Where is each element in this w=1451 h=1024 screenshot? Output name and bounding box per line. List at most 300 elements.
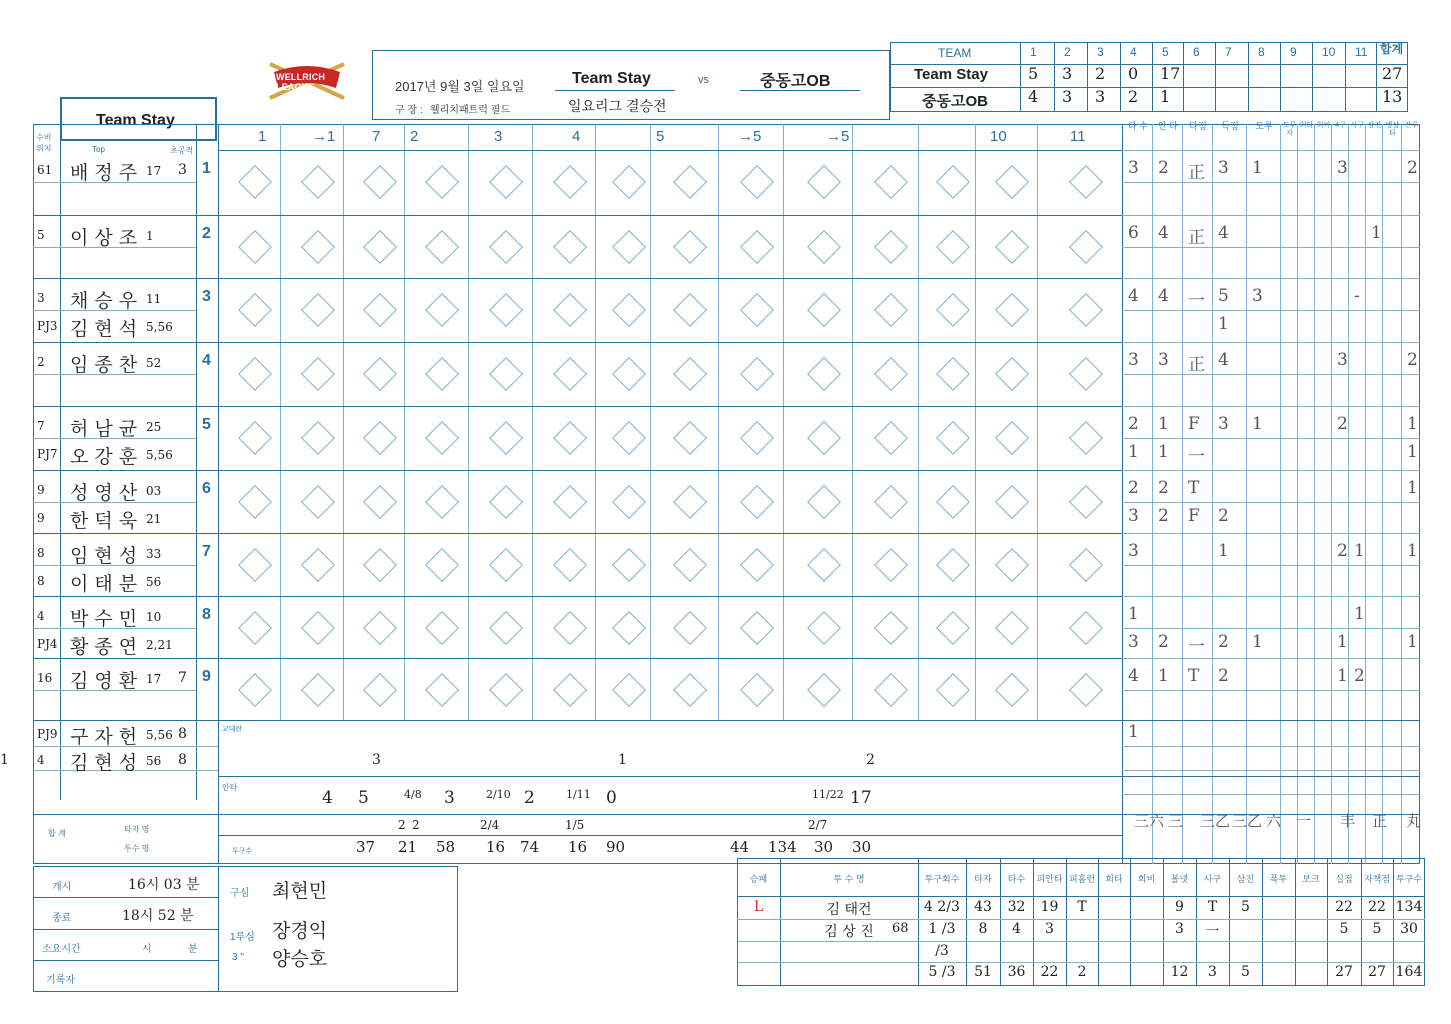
batter-stat: 3 (1128, 350, 1139, 370)
first-umpire-label: 1루심 (230, 932, 255, 943)
inning-header-8: →5 (738, 128, 762, 145)
duration-label: 소요시간 (42, 944, 81, 955)
pitching-pitches: 164 (1395, 964, 1423, 980)
batter-name: 황 종 연 (70, 636, 138, 658)
pitching-hbp: 一 (1205, 924, 1220, 940)
batter-stat: 1 (1158, 414, 1169, 434)
batter-name: 오 강 훈 (70, 446, 138, 468)
inning-header-4: 2 (410, 128, 419, 145)
pitching-header: 피안타 (1036, 874, 1063, 884)
inning-pitches: 30 (814, 838, 834, 856)
batter-number: 25 (146, 420, 162, 434)
batter-name: 허 남 균 (70, 418, 138, 440)
pitching-hr: 2 (1077, 964, 1087, 980)
inning-header-7: 5 (656, 128, 665, 145)
logo-text: WELLRICH LEAGUE (276, 72, 326, 92)
inning-pitches: 74 (520, 838, 540, 856)
batter-stat: 1 (1337, 666, 1348, 686)
pitching-header: 실점 (1335, 874, 1353, 884)
batter-stat: 1 (1128, 722, 1139, 742)
stat-header: 사구 (1350, 122, 1365, 129)
linescore-inning-6: 6 (1193, 45, 1200, 59)
batter-stat: 1 (1407, 541, 1418, 561)
subst-label: 교대란 (222, 726, 243, 733)
batter-number: 52 (146, 356, 162, 370)
batter-extra: 8 (178, 752, 187, 768)
first-attack-label: 초공격 (170, 146, 194, 155)
start-label: 개시 (52, 882, 72, 893)
batter-position: PJ3 (37, 319, 58, 333)
batting-order: 4 (202, 352, 211, 369)
pitchers-label: 투수 명 (124, 844, 150, 853)
pitching-bb: 12 (1170, 964, 1189, 980)
inning-strikeouts: 2/7 (808, 818, 828, 832)
stat-header: 잔루 (1404, 122, 1419, 129)
batter-number: 11 (146, 292, 162, 306)
stat-total: 三乙 (1200, 812, 1231, 830)
duration-hours: 시 (142, 944, 152, 955)
batter-extra: 8 (178, 726, 187, 742)
pitching-header: 보크 (1302, 874, 1320, 884)
pitching-innings: 4 2/3 (924, 899, 960, 915)
batting-order: 8 (202, 606, 211, 623)
stat-header: 타점 (1189, 121, 1207, 131)
batter-stat: 4 (1218, 223, 1229, 243)
linescore-inning-5: 5 (1162, 45, 1169, 59)
pitching-innings: 1 /3 (928, 921, 956, 937)
linescore-run: 3 (1062, 64, 1073, 83)
pitching-er: 27 (1368, 964, 1386, 980)
batter-stat: 一 (1188, 447, 1205, 467)
pitching-header: 투 수 명 (833, 874, 865, 884)
batter-name: 김 현 석 (70, 318, 138, 340)
batter-position: 3 (37, 291, 45, 305)
stat-total: 丸 (1406, 812, 1422, 830)
batter-stat: 6 (1128, 223, 1139, 243)
inning-strikeouts: 2 (412, 818, 420, 832)
batter-name: 구 자 헌 (70, 726, 138, 748)
batter-stat: 1 (1407, 414, 1418, 434)
batter-stat: 1 (1407, 478, 1418, 498)
batter-number: 5,56 (146, 320, 173, 334)
linescore-run: 4 (1028, 87, 1039, 106)
batter-stat: 1 (1252, 632, 1263, 652)
pitching-header: 투구회수 (924, 874, 960, 884)
top-label: Top (92, 145, 105, 154)
batter-stat: 3 (1218, 414, 1229, 434)
pitching-header: 폭투 (1269, 874, 1288, 884)
linescore-inning-7: 7 (1225, 45, 1232, 59)
pitching-header: 피홈런 (1068, 874, 1096, 884)
linescore-team-1: Team Stay (914, 66, 988, 83)
batter-stat: 1 (1407, 442, 1418, 462)
pitching-ab: 32 (1007, 899, 1026, 915)
chief-umpire: 최현민 (272, 880, 328, 902)
batter-name: 배 정 주 (70, 162, 138, 184)
batter-position: 4 (37, 753, 45, 767)
linescore-run: 1 (1160, 87, 1171, 106)
linescore-total: 27 (1382, 64, 1403, 83)
inning-pitches: 37 (356, 838, 376, 856)
batter-stat: 正 (1188, 228, 1205, 248)
pitching-hits: 22 (1040, 964, 1059, 980)
batter-stat: 4 (1158, 286, 1169, 306)
stat-header: 타 수 (1128, 121, 1148, 131)
home-team-title: Team Stay (572, 70, 651, 87)
inning-hits: 17 (850, 788, 872, 808)
batter-stat: 2 (1218, 666, 1229, 686)
batter-stat: 4 (1218, 350, 1229, 370)
linescore-run: 17 (1160, 64, 1181, 83)
pitching-name: 김 상 진 (824, 924, 874, 940)
pitching-so: 5 (1241, 964, 1250, 980)
batter-position: 5 (37, 228, 45, 242)
batter-number: 17 (146, 672, 162, 686)
pitching-batters: 43 (974, 899, 992, 915)
stat-header: 병살타 (1385, 122, 1400, 137)
pitching-hits: 3 (1045, 921, 1054, 937)
batter-stat: 2 (1218, 506, 1229, 526)
batter-position: 2 (37, 355, 45, 369)
stat-header: 도루자 (1282, 122, 1297, 137)
stat-total: 正 (1372, 812, 1388, 830)
batting-order: 3 (202, 288, 211, 305)
linescore-inning-4: 4 (1130, 45, 1137, 59)
pitching-innings: 5 /3 (928, 964, 956, 980)
pitching-header: 투구수 (1395, 874, 1423, 884)
batter-number: 03 (146, 484, 162, 498)
inning-hits: 2 (524, 788, 535, 808)
stat-total: 六 (1266, 812, 1282, 830)
pitching-bb: 3 (1175, 921, 1184, 937)
linescore-run: 2 (1095, 64, 1106, 83)
pitch-count-label: 투구수 (232, 848, 253, 855)
pitching-r: 22 (1335, 899, 1353, 915)
linescore-run: 3 (1095, 87, 1106, 106)
stat-total: 丰 (1340, 812, 1356, 830)
pitching-hbp: T (1207, 899, 1218, 915)
batter-stat: 2 (1128, 414, 1139, 434)
inning-runs: 2 (866, 752, 875, 768)
venue-label: 구 장 : (395, 105, 423, 116)
pitching-er: 5 (1372, 921, 1382, 937)
inning-pitches: 44 (730, 838, 750, 856)
inning-pitches: 16 (486, 838, 506, 856)
third-umpire-label: 3 " (232, 952, 244, 963)
batter-stat: 3 (1128, 506, 1139, 526)
batting-order: 1 (202, 160, 211, 177)
pitching-header: 사구 (1203, 874, 1222, 884)
pitching-ab: 36 (1007, 964, 1026, 980)
batter-stat: 3 (1128, 541, 1139, 561)
away-team-title: 중동고OB (760, 73, 831, 90)
batter-stat: T (1188, 478, 1200, 498)
pitching-so: 5 (1241, 899, 1250, 915)
inning-strikeouts: 1/5 (565, 818, 585, 832)
batter-position: PJ7 (37, 447, 58, 461)
linescore-team-label: TEAM (938, 46, 972, 60)
inning-header-2: →1 (312, 128, 336, 145)
batter-stat: 2 (1337, 541, 1348, 561)
batter-number: 56 (146, 575, 162, 589)
inning-hits: 4/8 (404, 788, 422, 801)
batter-stat: 2 (1407, 350, 1418, 370)
batter-number: 10 (146, 610, 162, 624)
inning-runs: 3 (372, 752, 381, 768)
batter-stat: 3 (1337, 158, 1348, 178)
batter-name: 박 수 민 (70, 608, 138, 630)
inning-runs: 1 (0, 752, 9, 768)
batter-stat: T (1188, 666, 1200, 686)
pitching-name: 김 태건 (826, 902, 872, 918)
batter-stat: 5 (1218, 286, 1229, 306)
stat-header: 도루 (1255, 121, 1273, 131)
stat-header: 득점 (1221, 121, 1239, 131)
batter-stat: 2 (1218, 632, 1229, 652)
hits-row-label: 안타 (222, 783, 238, 792)
batter-position: PJ4 (37, 637, 58, 651)
pitching-header: 희타 (1105, 874, 1123, 884)
pitching-r: 27 (1335, 964, 1353, 980)
inning-hits: 0 (606, 788, 617, 808)
linescore-run: 2 (1128, 87, 1139, 106)
batter-stat: 2 (1158, 632, 1169, 652)
inning-header-1: 1 (258, 128, 267, 145)
linescore-inning-11: 11 (1355, 45, 1368, 59)
pitching-bb: 9 (1175, 899, 1184, 915)
batter-extra: 3 (178, 162, 187, 178)
recorder-label: 기록자 (46, 975, 75, 986)
linescore-inning-3: 3 (1097, 45, 1104, 59)
venue-name: 웰리치패트럭 필드 (430, 105, 511, 116)
inning-header-11: 11 (1070, 128, 1086, 145)
linescore-team-2: 중동고OB (922, 93, 988, 110)
batter-stat: 3 (1252, 286, 1263, 306)
batter-position: 16 (37, 671, 53, 685)
batter-stat: F (1188, 506, 1200, 526)
total-label: 합 계 (48, 829, 66, 838)
batter-stat: 1 (1354, 604, 1365, 624)
pitching-header: 희비 (1137, 874, 1156, 884)
batter-name: 임 종 찬 (70, 354, 138, 376)
game-date: 2017년 9월 3일 일요일 (395, 79, 525, 94)
inning-hits: 3 (444, 788, 455, 808)
batter-number: 17 (146, 164, 162, 178)
pitching-header: 볼넷 (1170, 874, 1189, 884)
batter-stat: 1 (1252, 158, 1263, 178)
batter-position: 8 (37, 574, 45, 588)
batter-name: 한 덕 욱 (70, 510, 138, 532)
inning-hits: 2/10 (486, 788, 511, 801)
pitching-pitches: 30 (1400, 921, 1418, 937)
batter-stat: 3 (1218, 158, 1229, 178)
inning-header-9: →5 (826, 128, 850, 145)
inning-header-5: 3 (494, 128, 503, 145)
chief-umpire-label: 구심 (230, 888, 250, 899)
pitcher-number: 68 (892, 921, 909, 936)
inning-pitches: 30 (852, 838, 872, 856)
stat-total: 三 (1168, 812, 1184, 830)
batter-name: 임 현 성 (70, 545, 138, 567)
pitching-hbp: 3 (1208, 964, 1217, 980)
pitching-header: 자책점 (1363, 874, 1391, 884)
batter-stat: 一 (1188, 637, 1205, 657)
batter-position: 4 (37, 609, 45, 623)
batter-number: 2,21 (146, 638, 173, 652)
batter-position: 61 (37, 163, 53, 177)
pitching-ab: 4 (1012, 921, 1021, 937)
batter-name: 이 태 분 (70, 573, 138, 595)
stat-header: 안 타 (1158, 121, 1178, 131)
league-logo (262, 58, 352, 104)
batter-name: 김 현 성 (70, 752, 138, 774)
stat-total: 三乙 (1232, 812, 1263, 830)
batter-number: 56 (146, 754, 162, 768)
pos-label: 수비 위치 (36, 133, 52, 153)
batter-stat: 4 (1158, 223, 1169, 243)
batter-stat: 1 (1158, 666, 1169, 686)
batter-stat: 1 (1371, 223, 1382, 243)
pitching-hr: T (1077, 899, 1087, 915)
linescore-total-label: 합계 (1380, 42, 1404, 56)
pitching-header: 삼진 (1236, 874, 1255, 884)
pitching-result: L (753, 899, 764, 915)
batter-stat: 3 (1128, 632, 1139, 652)
batter-stat: 2 (1128, 478, 1139, 498)
stat-total: 三六 (1134, 812, 1165, 830)
batting-order: 6 (202, 480, 211, 497)
stat-header: 희타 (1299, 122, 1314, 129)
batter-stat: 3 (1337, 350, 1348, 370)
batter-number: 21 (146, 512, 162, 526)
batter-stat: F (1188, 414, 1200, 434)
batting-order: 2 (202, 225, 211, 242)
inning-hits: 11/22 (812, 788, 844, 801)
pitching-innings: /3 (935, 943, 949, 959)
batter-stat: 正 (1188, 355, 1205, 375)
duration-minutes: 분 (188, 944, 198, 955)
batter-stat: 3 (1128, 158, 1139, 178)
batter-stat: 4 (1128, 666, 1139, 686)
batter-position: 9 (37, 511, 45, 525)
inning-pitches: 58 (436, 838, 456, 856)
inning-pitches: 21 (398, 838, 418, 856)
batting-order: 5 (202, 416, 211, 433)
inning-header-3: 7 (372, 128, 381, 145)
batter-number: 33 (146, 547, 162, 561)
pitching-header: 타자 (974, 874, 992, 884)
batter-stat: 1 (1337, 632, 1348, 652)
inning-strikeouts: 2/4 (480, 818, 500, 832)
batter-stat: 3 (1158, 350, 1169, 370)
stat-total: 一 (1296, 812, 1312, 830)
batter-stat: 2 (1158, 158, 1169, 178)
batter-name: 김 영 환 (70, 670, 138, 692)
batter-stat: 2 (1337, 414, 1348, 434)
batter-position: 7 (37, 419, 45, 433)
pitching-batters: 8 (978, 921, 988, 937)
batting-order: 7 (202, 543, 211, 560)
batter-position: PJ9 (37, 727, 58, 741)
event-title: 일요리그 결승전 (568, 98, 667, 114)
linescore-inning-10: 10 (1322, 45, 1336, 59)
linescore-total: 13 (1382, 87, 1403, 106)
linescore-run: 0 (1128, 64, 1139, 83)
batter-number: 5,56 (146, 728, 173, 742)
batter-name: 이 상 조 (70, 227, 138, 249)
batter-stat: 1 (1218, 314, 1229, 334)
batter-stat: 1 (1252, 414, 1263, 434)
inning-runs: 1 (618, 752, 627, 768)
batter-stat: 2 (1407, 158, 1418, 178)
batter-name: 성 영 산 (70, 482, 138, 504)
batters-label: 타자 명 (124, 825, 150, 834)
pitching-batters: 51 (974, 964, 992, 980)
batter-stat: 1 (1158, 442, 1169, 462)
pitching-r: 5 (1339, 921, 1349, 937)
batter-position: 9 (37, 483, 45, 497)
batter-number: 5,56 (146, 448, 173, 462)
stat-header: 삼진 (1367, 122, 1382, 129)
batter-extra: 7 (178, 670, 187, 686)
batter-stat: - (1354, 286, 1360, 306)
linescore-inning-9: 9 (1290, 45, 1297, 59)
inning-pitches: 16 (568, 838, 588, 856)
batter-stat: 1 (1354, 541, 1365, 561)
batter-stat: 1 (1128, 442, 1139, 462)
batter-stat: 正 (1188, 163, 1205, 183)
end-label: 종료 (52, 913, 72, 924)
stat-header: 희비 (1316, 122, 1331, 129)
inning-header-10: 10 (990, 128, 1007, 145)
linescore-inning-8: 8 (1258, 45, 1265, 59)
linescore-inning-1: 1 (1030, 45, 1037, 59)
batter-stat: 1 (1407, 632, 1418, 652)
third-umpire: 양승호 (272, 948, 328, 970)
start-time: 16시 03 분 (128, 877, 200, 893)
linescore-inning-2: 2 (1064, 45, 1071, 59)
inning-pitches: 134 (768, 838, 797, 856)
inning-hits: 1/11 (566, 788, 591, 801)
batter-stat: 一 (1188, 291, 1205, 311)
batter-stat: 2 (1158, 478, 1169, 498)
inning-header-6: 4 (572, 128, 581, 145)
batter-stat: 2 (1158, 506, 1169, 526)
pitching-hits: 19 (1040, 899, 1059, 915)
batter-number: 1 (146, 229, 154, 243)
first-umpire: 장경익 (272, 920, 328, 942)
linescore-run: 5 (1028, 64, 1039, 83)
pitching-pitches: 134 (1395, 899, 1423, 915)
pitching-er: 22 (1368, 899, 1386, 915)
batter-stat: 1 (1218, 541, 1229, 561)
pitching-header: 타수 (1007, 874, 1026, 884)
inning-hits: 4 (322, 788, 333, 808)
batter-stat: 2 (1354, 666, 1365, 686)
pitching-header: 승패 (749, 874, 768, 884)
stat-header: 4구 (1335, 122, 1346, 129)
batter-name: 채 승 우 (70, 290, 138, 312)
end-time: 18시 52 분 (122, 908, 194, 924)
inning-hits: 5 (358, 788, 369, 808)
batting-order: 9 (202, 668, 211, 685)
batter-position: 8 (37, 546, 45, 560)
lineup-team-name: Team Stay (96, 112, 175, 129)
vs-label: vs (698, 74, 709, 86)
batter-stat: 1 (1128, 604, 1139, 624)
batter-stat: 4 (1128, 286, 1139, 306)
linescore-run: 3 (1062, 87, 1073, 106)
